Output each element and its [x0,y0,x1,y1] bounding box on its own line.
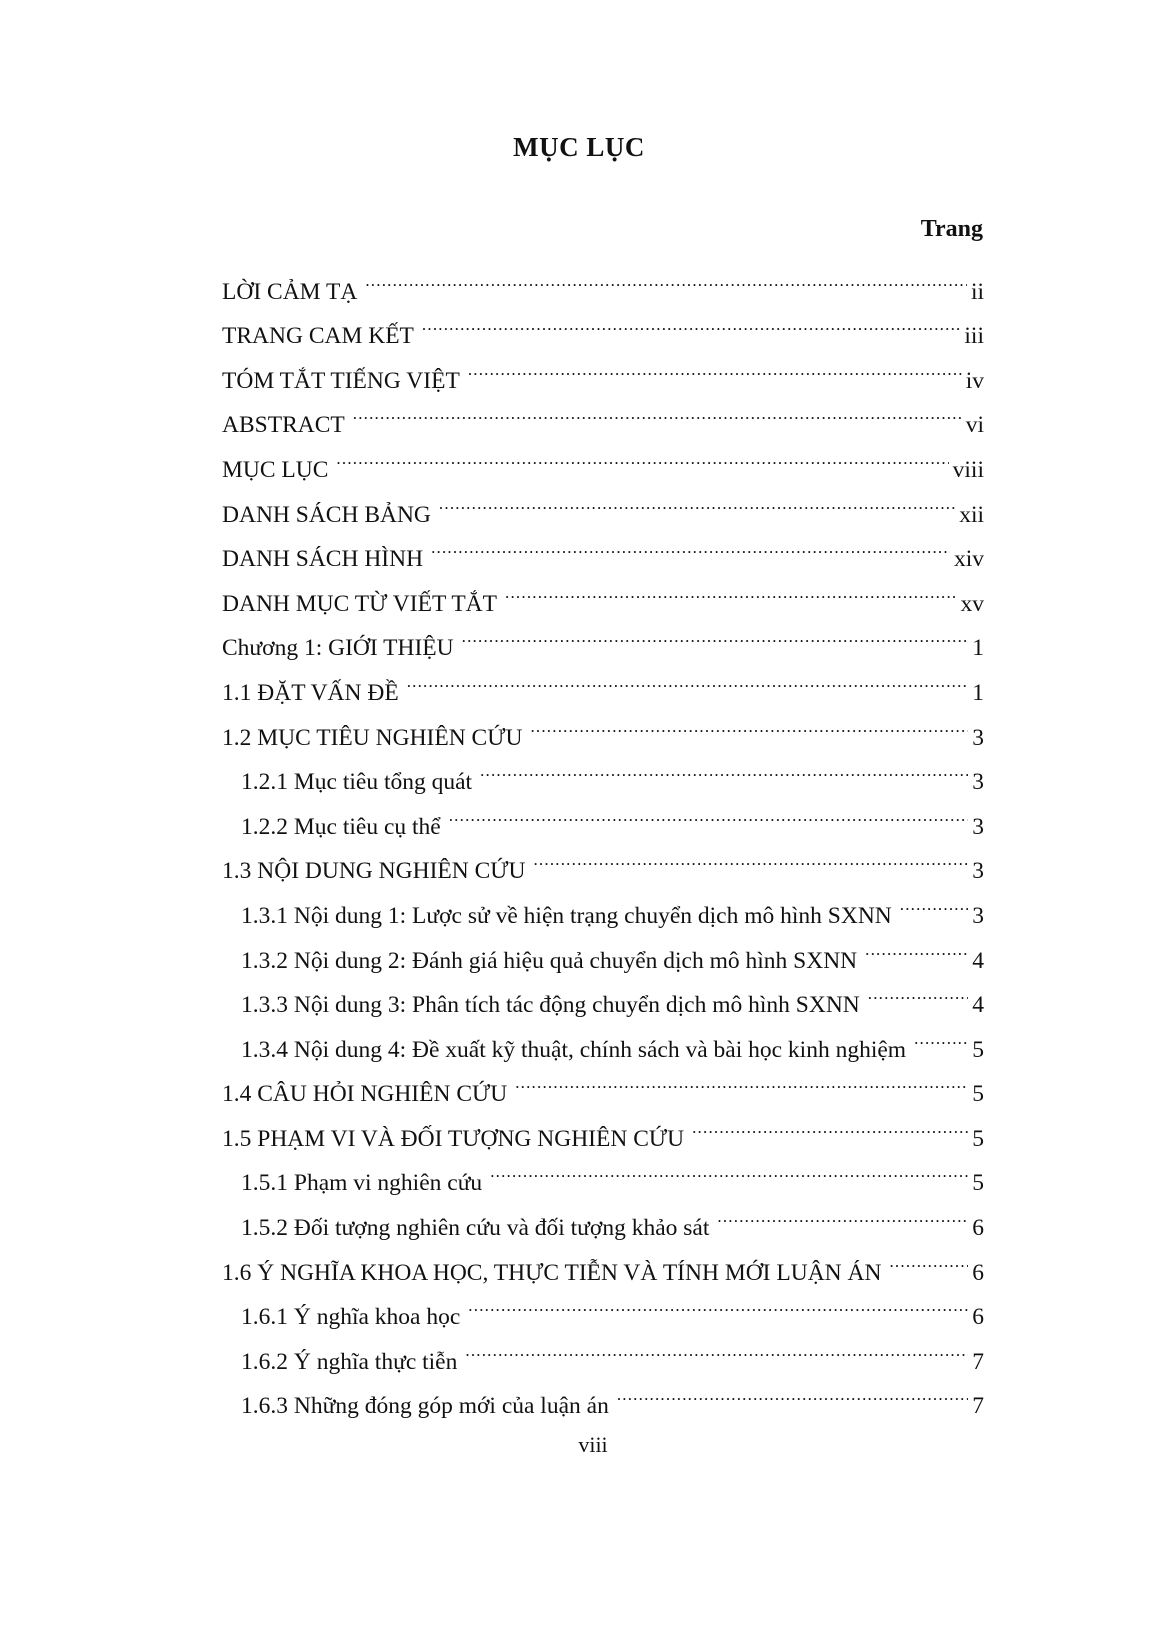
page-number: viii [578,1432,608,1457]
toc-dot-leader [490,1146,968,1191]
toc-entry-page: 6 [972,1215,984,1242]
toc-entry-page: vi [965,412,984,439]
toc-dot-leader [868,968,968,1013]
toc-dot-leader [431,522,950,567]
toc-entry-label: 1.1 ĐẶT VẤN ĐỀ [222,679,399,706]
toc-entry-label: DANH SÁCH HÌNH [222,546,424,573]
toc-entry-label: 1.6 Ý NGHĨA KHOA HỌC, THỰC TIỄN VÀ TÍNH MỚI LUẬN ÁN [222,1259,882,1286]
toc-entry-page: xii [959,501,984,528]
toc-entry-label: 1.2 MỤC TIÊU NGHIÊN CỨU [222,724,523,751]
table-of-contents [222,254,984,1420]
toc-dot-leader [865,923,968,968]
toc-dot-leader [889,1235,968,1280]
toc-entry-page: xiv [953,546,984,573]
page-title: MỤC LỤC [513,132,645,162]
toc-entry-page: 6 [972,1304,984,1331]
toc-entry-page: xv [960,590,984,617]
toc-dot-leader [422,299,960,344]
toc-entry-page: 3 [972,902,984,929]
toc-entry-page: 5 [972,1125,984,1152]
toc-entry-label: MỤC LỤC [222,456,329,483]
toc-entry-page: iii [964,323,984,350]
toc-entry-label: DANH MỤC TỪ VIẾT TẮT [222,590,498,617]
toc-dot-leader [480,745,968,790]
toc-entry-label: Chương 1: GIỚI THIỆU [222,635,454,662]
toc-entry[interactable] [222,254,984,305]
toc-dot-leader [449,789,969,834]
toc-entry-label: 1.3.3 Nội dung 3: Phân tích tác động chuyển dịch mô hình SXNN [241,992,860,1019]
toc-entry-page: 3 [972,813,984,840]
toc-dot-leader [717,1190,968,1235]
toc-entry[interactable] [222,432,984,483]
toc-dot-leader [692,1101,968,1146]
toc-dot-leader [515,1057,968,1102]
toc-dot-leader [407,655,969,700]
toc-entry-label: 1.5.1 Phạm vi nghiên cứu [241,1170,483,1197]
toc-dot-leader [353,388,962,433]
toc-entry-page: 5 [972,1170,984,1197]
toc-entry-label: 1.6.1 Ý nghĩa khoa học [241,1304,461,1331]
toc-entry-page: 7 [972,1348,984,1375]
toc-dot-leader [468,343,962,388]
toc-dot-leader [530,700,968,745]
toc-entry-label: 1.6.3 Những đóng góp mới của luận án [241,1393,609,1420]
toc-entry-label: 1.2.2 Mục tiêu cụ thể [241,813,441,840]
toc-entry-label: ABSTRACT [222,412,345,439]
toc-entry-page: 6 [972,1259,984,1286]
toc-entry-label: 1.4 CÂU HỎI NGHIÊN CỨU [222,1081,508,1108]
toc-entry-label: 1.2.1 Mục tiêu tổng quát [241,769,473,796]
toc-dot-leader [505,566,956,611]
toc-entry-label: 1.6.2 Ý nghĩa thực tiễn [241,1348,458,1375]
toc-dot-leader [365,254,967,299]
toc-dot-leader [617,1369,968,1414]
toc-entry-page: 3 [972,724,984,751]
toc-entry-page: 3 [972,769,984,796]
toc-entry[interactable] [222,477,984,528]
toc-entry-label: 1.3.1 Nội dung 1: Lược sử về hiện trạng chuyển dịch mô hình SXNN [241,902,892,929]
toc-entry-label: LỜI CẢM TẠ [222,278,358,305]
toc-entry-page: 4 [972,947,984,974]
toc-dot-leader [336,432,948,477]
toc-dot-leader [465,1324,968,1369]
toc-entry-page: 1 [972,679,984,706]
toc-entry-page: 4 [972,992,984,1019]
toc-entry-label: 1.3 NỘI DUNG NGHIÊN CỨU [222,858,526,885]
toc-entry-page: ii [970,278,984,305]
toc-entry-page: 5 [972,1081,984,1108]
page-column-header: Trang [920,216,983,242]
toc-entry-label: 1.5.2 Đối tượng nghiên cứu và đối tượng khảo sát [241,1215,710,1242]
toc-dot-leader [533,834,968,879]
toc-entry-page: 5 [972,1036,984,1063]
toc-entry-page: 3 [972,858,984,885]
toc-entry-label: DANH SÁCH BẢNG [222,501,431,528]
toc-entry-page: 1 [972,635,984,662]
toc-entry-label: 1.3.4 Nội dung 4: Đề xuất kỹ thuật, chính sách và bài học kinh nghiệm [241,1036,907,1063]
toc-entry-label: TÓM TẮT TIẾNG VIỆT [222,367,460,394]
toc-entry-label: TRANG CAM KẾT [222,323,414,350]
toc-dot-leader [900,878,968,923]
toc-entry-label: 1.3.2 Nội dung 2: Đánh giá hiệu quả chuyển dịch mô hình SXNN [241,947,858,974]
toc-dot-leader [462,611,969,656]
toc-dot-leader [468,1280,968,1325]
toc-dot-leader [914,1012,968,1057]
toc-entry-page: iv [965,367,984,394]
toc-entry-page: 7 [972,1393,984,1420]
toc-dot-leader [439,477,955,522]
toc-entry-label: 1.5 PHẠM VI VÀ ĐỐI TƯỢNG NGHIÊN CỨU [222,1125,685,1152]
toc-entry-page: viii [952,456,984,483]
